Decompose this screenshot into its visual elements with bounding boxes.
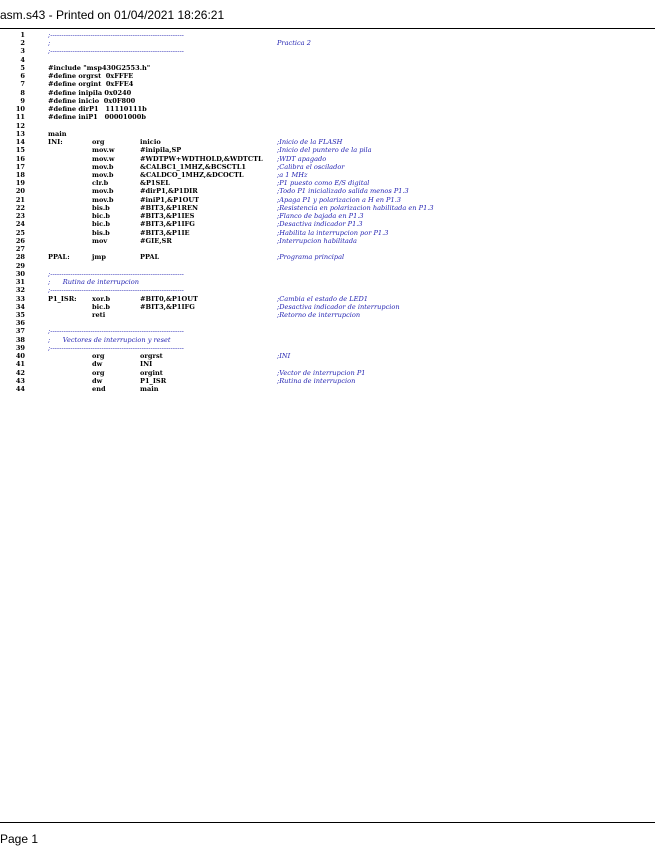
code-line bbox=[0, 229, 655, 237]
line-number: 35 bbox=[15, 310, 25, 319]
line-number: 5 bbox=[20, 63, 25, 72]
line-number: 23 bbox=[15, 212, 25, 221]
code-line bbox=[0, 278, 655, 286]
mnemonic: bic.b bbox=[92, 212, 111, 221]
code-comment: ;Apaga P1 y polarizacion a H en P1.3 bbox=[277, 195, 401, 204]
mnemonic: bis.b bbox=[92, 203, 110, 212]
line-number: 11 bbox=[15, 113, 25, 122]
line-number: 42 bbox=[15, 368, 25, 377]
mnemonic: dw bbox=[92, 376, 103, 385]
code-line bbox=[0, 97, 655, 105]
code-label: main bbox=[48, 129, 67, 138]
code-line bbox=[0, 245, 655, 253]
operands: #WDTPW+WDTHOLD,&WDTCTL bbox=[140, 154, 263, 163]
line-number: 39 bbox=[15, 343, 25, 352]
line-number: 20 bbox=[15, 187, 25, 196]
code-line bbox=[0, 319, 655, 327]
line-number: 7 bbox=[20, 80, 25, 89]
code-line bbox=[0, 146, 655, 154]
line-number: 29 bbox=[15, 261, 25, 270]
code-line bbox=[0, 138, 655, 146]
mnemonic: jmp bbox=[92, 253, 106, 262]
line-number: 22 bbox=[15, 203, 25, 212]
line-number: 2 bbox=[20, 39, 25, 48]
line-number: 36 bbox=[15, 319, 25, 328]
line-number: 27 bbox=[15, 245, 25, 254]
code-line bbox=[0, 360, 655, 368]
operands: #BIT3,&P1IFG bbox=[140, 220, 195, 229]
line-number: 26 bbox=[15, 236, 25, 245]
mnemonic: mov.b bbox=[92, 187, 114, 196]
line-number: 12 bbox=[15, 121, 25, 130]
code-comment: ;INI bbox=[277, 352, 291, 361]
line-number: 33 bbox=[15, 294, 25, 303]
operands: #BIT0,&P1OUT bbox=[140, 294, 198, 303]
mnemonic: mov bbox=[92, 236, 108, 245]
comment-banner: ;------------------------------------------------------------ bbox=[48, 286, 184, 295]
mnemonic: mov.b bbox=[92, 195, 114, 204]
line-number: 43 bbox=[15, 376, 25, 385]
code-line bbox=[0, 270, 655, 278]
code-line bbox=[0, 220, 655, 228]
line-number: 38 bbox=[15, 335, 25, 344]
comment-banner: ; Rutina de interrupcion bbox=[48, 278, 139, 287]
mnemonic: clr.b bbox=[92, 179, 109, 188]
code-comment: ;Habilita la interrupcion por P1.3 bbox=[277, 228, 389, 237]
directive: #define iniP1 00001000b bbox=[48, 113, 146, 122]
code-line bbox=[0, 196, 655, 204]
mnemonic: bic.b bbox=[92, 220, 111, 229]
code-comment: ;Rutina de interrupcion bbox=[277, 376, 356, 385]
code-comment: ;Interrupcion habilitada bbox=[277, 236, 357, 245]
code-line bbox=[0, 311, 655, 319]
operands: orgint bbox=[140, 368, 163, 377]
mnemonic: reti bbox=[92, 310, 106, 319]
code-line bbox=[0, 72, 655, 80]
comment-banner: ;------------------------------------------------------------ bbox=[48, 31, 184, 39]
code-line bbox=[0, 179, 655, 187]
comment-banner: ;------------------------------------------------------------ bbox=[48, 47, 184, 56]
code-line bbox=[0, 204, 655, 212]
operands: orgrst bbox=[140, 352, 163, 361]
operands: INI bbox=[140, 360, 153, 369]
line-number: 41 bbox=[15, 360, 25, 369]
code-comment: ;Calibra el oscilador bbox=[277, 162, 345, 171]
code-comment: ;Flanco de bajada en P1.3 bbox=[277, 212, 364, 221]
operands: P1_ISR bbox=[140, 376, 167, 385]
code-comment: ;Todo P1 inicializado salida menos P1.3 bbox=[277, 187, 409, 196]
code-line bbox=[0, 80, 655, 88]
code-label: INI: bbox=[48, 138, 63, 147]
code-comment: ;Vector de interrupcion P1 bbox=[277, 368, 366, 377]
code-line bbox=[0, 253, 655, 261]
operands: &CALBC1_1MHZ,&BCSCTL1 bbox=[140, 162, 246, 171]
code-line bbox=[0, 105, 655, 113]
code-line bbox=[0, 344, 655, 352]
operands: #inipila,SP bbox=[140, 146, 182, 155]
code-line bbox=[0, 39, 655, 47]
code-label: PPAL: bbox=[48, 253, 70, 262]
line-number: 14 bbox=[15, 138, 25, 147]
mnemonic: mov.b bbox=[92, 170, 114, 179]
code-line bbox=[0, 122, 655, 130]
operands: #GIE,SR bbox=[140, 236, 172, 245]
code-line bbox=[0, 187, 655, 195]
directive: #define inipila 0x0240 bbox=[48, 88, 132, 97]
print-header-title: asm.s43 - Printed on 01/04/2021 18:26:21 bbox=[0, 8, 225, 22]
line-number: 34 bbox=[15, 302, 25, 311]
code-line bbox=[0, 56, 655, 64]
line-number: 13 bbox=[15, 129, 25, 138]
line-number: 9 bbox=[20, 96, 25, 105]
line-number: 31 bbox=[15, 278, 25, 287]
line-number: 16 bbox=[15, 154, 25, 163]
line-number: 28 bbox=[15, 253, 25, 262]
directive: #define orgrst 0xFFFE bbox=[48, 72, 134, 81]
line-number: 19 bbox=[15, 179, 25, 188]
code-line bbox=[0, 336, 655, 344]
line-number: 30 bbox=[15, 269, 25, 278]
operands: #BIT3,&P1IE bbox=[140, 228, 190, 237]
code-line bbox=[0, 237, 655, 245]
line-number: 40 bbox=[15, 352, 25, 361]
mnemonic: bis.b bbox=[92, 228, 110, 237]
code-comment: ;P1 puesto como E/S digital bbox=[277, 179, 370, 188]
code-line bbox=[0, 262, 655, 270]
mnemonic: org bbox=[92, 368, 105, 377]
code-line bbox=[0, 47, 655, 55]
mnemonic: end bbox=[92, 385, 106, 394]
code-comment: ;a 1 MHz bbox=[277, 170, 308, 179]
mnemonic: mov.b bbox=[92, 162, 114, 171]
operands: #BIT3,&P1REN bbox=[140, 203, 199, 212]
code-line bbox=[0, 89, 655, 97]
mnemonic: mov.w bbox=[92, 154, 115, 163]
code-comment: ;Inicio del puntero de la pila bbox=[277, 146, 372, 155]
line-number: 17 bbox=[15, 162, 25, 171]
line-number: 3 bbox=[20, 47, 25, 56]
operands: PPAL bbox=[140, 253, 160, 262]
operands: &P1SEL bbox=[140, 179, 170, 188]
page-number: Page 1 bbox=[0, 832, 39, 846]
code-comment: ;Retorno de interrupcion bbox=[277, 310, 361, 319]
line-number: 10 bbox=[15, 105, 25, 114]
code-line bbox=[0, 295, 655, 303]
code-comment: ;Programa principal bbox=[277, 253, 345, 262]
mnemonic: org bbox=[92, 138, 105, 147]
code-line bbox=[0, 327, 655, 335]
code-comment: ;WDT apagado bbox=[277, 154, 327, 163]
code-label: P1_ISR: bbox=[48, 294, 77, 303]
comment-banner: ; Vectores de interrupcion y reset bbox=[48, 335, 171, 344]
mnemonic: mov.w bbox=[92, 146, 115, 155]
line-number: 21 bbox=[15, 195, 25, 204]
operands: #BIT3,&P1IFG bbox=[140, 302, 195, 311]
comment-banner: ; bbox=[48, 39, 51, 48]
code-line bbox=[0, 64, 655, 72]
operands: main bbox=[140, 385, 159, 394]
line-number: 8 bbox=[20, 88, 25, 97]
code-line bbox=[0, 385, 655, 393]
line-number: 24 bbox=[15, 220, 25, 229]
operands: &CALDCO_1MHZ,&DCOCTL bbox=[140, 170, 244, 179]
mnemonic: dw bbox=[92, 360, 103, 369]
code-comment: Practica 2 bbox=[277, 39, 311, 48]
header-divider bbox=[0, 28, 655, 29]
directive: #include "msp430G2553.h" bbox=[48, 63, 151, 72]
line-number: 18 bbox=[15, 170, 25, 179]
code-line bbox=[0, 155, 655, 163]
directive: #define dirP1 11110111b bbox=[48, 105, 147, 114]
comment-banner: ;------------------------------------------------------------ bbox=[48, 269, 184, 278]
code-line bbox=[0, 171, 655, 179]
operands: #BIT3,&P1IES bbox=[140, 212, 195, 221]
code-line bbox=[0, 377, 655, 385]
code-comment: ;Cambia el estado de LED1 bbox=[277, 294, 368, 303]
directive: #define inicio 0x0F800 bbox=[48, 96, 136, 105]
code-line bbox=[0, 31, 655, 39]
operands: #dirP1,&P1DIR bbox=[140, 187, 198, 196]
line-number: 15 bbox=[15, 146, 25, 155]
operands: #iniP1,&P1OUT bbox=[140, 195, 200, 204]
line-number: 4 bbox=[20, 55, 25, 64]
code-comment: ;Desactiva indicador de interrupcion bbox=[277, 302, 400, 311]
line-number: 32 bbox=[15, 286, 25, 295]
code-comment: ;Resistencia en polarizacion habilitada en P1.3 bbox=[277, 203, 434, 212]
source-listing bbox=[0, 31, 655, 393]
code-line bbox=[0, 130, 655, 138]
code-line bbox=[0, 303, 655, 311]
mnemonic: xor.b bbox=[92, 294, 111, 303]
mnemonic: org bbox=[92, 352, 105, 361]
operands: inicio bbox=[140, 138, 161, 147]
directive: #define orgint 0xFFE4 bbox=[48, 80, 134, 89]
code-comment: ;Inicio de la FLASH bbox=[277, 138, 343, 147]
mnemonic: bic.b bbox=[92, 302, 111, 311]
code-comment: ;Desactiva indicador P1.3 bbox=[277, 220, 363, 229]
code-line bbox=[0, 113, 655, 121]
code-line bbox=[0, 163, 655, 171]
line-number: 44 bbox=[15, 385, 25, 394]
line-number: 1 bbox=[20, 31, 25, 39]
code-line bbox=[0, 369, 655, 377]
line-number: 25 bbox=[15, 228, 25, 237]
line-number: 37 bbox=[15, 327, 25, 336]
code-line bbox=[0, 352, 655, 360]
comment-banner: ;------------------------------------------------------------ bbox=[48, 327, 184, 336]
footer-divider bbox=[0, 822, 655, 823]
code-line bbox=[0, 212, 655, 220]
line-number: 6 bbox=[20, 72, 25, 81]
comment-banner: ;------------------------------------------------------------ bbox=[48, 343, 184, 352]
code-line bbox=[0, 286, 655, 294]
